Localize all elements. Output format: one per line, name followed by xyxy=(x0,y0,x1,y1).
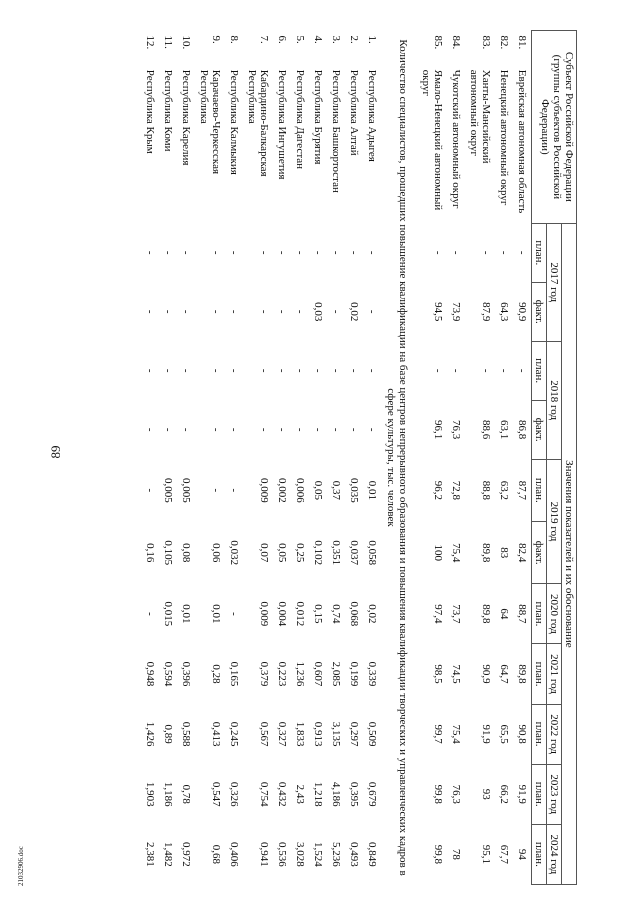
value-cell: - xyxy=(258,427,270,432)
value-cell: - xyxy=(144,488,156,493)
subject-name: Чукотский автономный округ xyxy=(450,69,462,209)
value-cell: 4,186 xyxy=(330,781,342,807)
value-cell: 0,395 xyxy=(348,781,360,807)
value-cell: - xyxy=(276,309,288,314)
subject-name: Ханты-Мансийский автономный округ xyxy=(468,69,492,164)
value-cell: 90,8 xyxy=(516,724,528,744)
plan-header: план. xyxy=(532,764,547,824)
value-cell: 0,05 xyxy=(276,543,288,563)
value-cell: - xyxy=(210,427,222,432)
value-cell: - xyxy=(348,427,360,432)
table-row xyxy=(141,31,159,885)
year-header-2024: 2024 год xyxy=(547,824,562,884)
value-cell: - xyxy=(276,368,288,373)
value-cell: 0,68 xyxy=(210,844,222,864)
subject-name: Республика Алтай xyxy=(348,69,360,156)
value-cell: - xyxy=(162,427,174,432)
value-cell: 0,607 xyxy=(312,661,324,687)
value-cell: - xyxy=(330,368,342,373)
fact-header: факт. xyxy=(532,522,547,584)
value-cell: 1,903 xyxy=(144,781,156,807)
value-cell: - xyxy=(366,309,378,314)
value-cell: - xyxy=(294,250,306,255)
year-header-2021: 2021 год xyxy=(547,644,562,704)
value-cell: 0,002 xyxy=(276,477,288,503)
value-cell: 0,005 xyxy=(180,477,192,503)
value-cell: - xyxy=(162,309,174,314)
value-cell: 0,432 xyxy=(276,781,288,807)
value-cell: - xyxy=(180,368,192,373)
value-cell: 0,105 xyxy=(162,540,174,566)
value-cell: 75,4 xyxy=(450,543,462,563)
value-cell: - xyxy=(258,250,270,255)
row-number: 7. xyxy=(258,35,270,44)
value-cell: 0,004 xyxy=(276,601,288,627)
value-cell: - xyxy=(480,368,492,373)
value-cell: 74,5 xyxy=(450,664,462,684)
plan-header: план. xyxy=(532,704,547,764)
value-cell: - xyxy=(312,250,324,255)
value-cell: 0,493 xyxy=(348,842,360,867)
table-row xyxy=(327,31,345,885)
value-cell: 2,43 xyxy=(294,784,306,804)
value-cell: 0,326 xyxy=(228,781,240,807)
table-row xyxy=(195,31,225,885)
value-cell: - xyxy=(144,612,156,616)
table-row xyxy=(513,31,532,885)
value-cell: 89,8 xyxy=(516,664,528,684)
table-row xyxy=(495,31,513,885)
value-cell: 0,941 xyxy=(258,842,270,867)
plan-header: план. xyxy=(532,223,547,282)
row-number: 8. xyxy=(228,35,240,44)
value-cell: 2,085 xyxy=(330,661,342,687)
value-cell: 64,7 xyxy=(498,664,510,684)
value-cell: 63,1 xyxy=(498,420,510,440)
value-cell: 91,9 xyxy=(516,784,528,804)
value-cell: 0,913 xyxy=(312,721,324,747)
value-cell: 0,754 xyxy=(258,781,270,807)
table-header xyxy=(532,31,577,885)
value-cell: - xyxy=(312,368,324,373)
value-cell: 0,74 xyxy=(330,604,342,624)
document-id: 21032906.doc xyxy=(17,846,25,886)
table-row xyxy=(177,31,195,885)
value-cell: 1,524 xyxy=(312,842,324,867)
value-cell: - xyxy=(144,250,156,255)
value-cell: - xyxy=(210,250,222,255)
value-cell: 0,351 xyxy=(330,540,342,566)
row-number: 82. xyxy=(498,35,510,50)
row-number: 4. xyxy=(312,35,324,44)
value-cell: 0,08 xyxy=(180,543,192,563)
value-cell: 91,9 xyxy=(480,724,492,744)
value-cell: 78 xyxy=(450,848,462,860)
row-number: 3. xyxy=(330,35,342,44)
plan-header: план. xyxy=(532,459,547,521)
value-cell: 0,06 xyxy=(210,543,222,563)
value-cell: 86,8 xyxy=(516,420,528,440)
row-number: 2. xyxy=(348,35,360,44)
year-header-2017: 2017 год xyxy=(547,223,562,341)
value-cell: - xyxy=(516,250,528,255)
value-cell: - xyxy=(210,368,222,373)
table-row xyxy=(417,31,447,885)
value-cell: 1,426 xyxy=(144,721,156,747)
plan-header: план. xyxy=(532,824,547,884)
value-cell: 1,218 xyxy=(312,781,324,807)
value-cell: - xyxy=(162,368,174,373)
value-cell: - xyxy=(450,250,462,255)
value-cell: 1,482 xyxy=(162,842,174,867)
table-row xyxy=(465,31,495,885)
table-row xyxy=(225,31,243,885)
value-cell: 96,2 xyxy=(432,480,444,500)
table-row xyxy=(291,31,309,885)
value-cell: 90,9 xyxy=(480,664,492,684)
value-cell: 88,7 xyxy=(516,604,528,624)
year-header-2019: 2019 год xyxy=(547,459,562,584)
value-cell: - xyxy=(228,427,240,432)
value-cell: 0,972 xyxy=(180,842,192,867)
subject-name: Еврейская автономная область xyxy=(516,69,528,214)
value-cell: 99,8 xyxy=(432,784,444,804)
value-cell: - xyxy=(366,368,378,373)
value-cell: - xyxy=(228,612,240,616)
value-cell: 0,058 xyxy=(366,540,378,566)
value-cell: 0,339 xyxy=(366,661,378,687)
value-cell: 0,015 xyxy=(162,601,174,627)
value-cell: - xyxy=(294,427,306,432)
subject-name: Республика Калмыкия xyxy=(228,69,240,175)
value-cell: 0,02 xyxy=(348,302,360,322)
value-cell: 0,406 xyxy=(228,842,240,867)
value-cell: - xyxy=(144,309,156,314)
value-cell: 94 xyxy=(516,848,528,860)
value-cell: 0,25 xyxy=(294,543,306,563)
table-row xyxy=(309,31,327,885)
rotated-page-content xyxy=(57,30,577,885)
row-number: 1. xyxy=(366,35,378,44)
value-cell: 82,4 xyxy=(516,543,528,563)
value-cell: - xyxy=(330,427,342,432)
value-cell: 0,89 xyxy=(162,724,174,744)
value-cell: 0,948 xyxy=(144,661,156,687)
value-cell: 0,536 xyxy=(276,842,288,867)
table-row xyxy=(159,31,177,885)
value-cell: 93 xyxy=(480,788,492,800)
value-cell: - xyxy=(432,250,444,255)
value-cell: 97,4 xyxy=(432,604,444,624)
value-cell: 87,7 xyxy=(516,480,528,500)
plan-header: план. xyxy=(532,341,547,400)
table-row xyxy=(447,31,465,885)
subject-name: Кабардино-Балкарская Республика xyxy=(246,69,270,177)
value-cell: 0,068 xyxy=(348,601,360,627)
subject-name: Республика Адыгея xyxy=(366,69,378,162)
value-cell: 1,236 xyxy=(294,661,306,687)
value-cell: 0,594 xyxy=(162,661,174,687)
value-cell: - xyxy=(162,250,174,255)
row-number: 83. xyxy=(480,35,492,50)
value-cell: 0,01 xyxy=(366,480,378,500)
subject-name: Карачаево-Черкесская Республика xyxy=(198,69,222,175)
value-cell: 0,03 xyxy=(312,302,324,322)
value-cell: 0,005 xyxy=(162,477,174,503)
value-cell: 76,3 xyxy=(450,784,462,804)
value-cell: - xyxy=(294,368,306,373)
value-cell: 96,1 xyxy=(432,420,444,440)
value-cell: 0,165 xyxy=(228,661,240,687)
value-cell: 0,07 xyxy=(258,543,270,563)
value-cell: 0,679 xyxy=(366,781,378,807)
value-cell: - xyxy=(516,368,528,373)
value-cell: 66,2 xyxy=(498,784,510,804)
value-cell: 0,035 xyxy=(348,477,360,503)
year-header-2023: 2023 год xyxy=(547,764,562,824)
value-cell: 0,37 xyxy=(330,480,342,500)
subject-name: Республика Ингушетия xyxy=(276,69,288,180)
value-cell: - xyxy=(228,250,240,255)
value-cell: 3,028 xyxy=(294,842,306,867)
value-cell: 0,02 xyxy=(366,604,378,624)
section-title: Количество специалистов, прошедших повышение квалификации на базе центров непрерывного образования и повышения квалификации творческих и управленческих кадров в сфере культуры, тыс. человек xyxy=(385,39,409,876)
value-cell: 0,012 xyxy=(294,601,306,627)
value-cell: 99,7 xyxy=(432,724,444,744)
value-cell: 88,6 xyxy=(480,420,492,440)
table-row xyxy=(243,31,273,885)
year-header-2022: 2022 год xyxy=(547,704,562,764)
subject-name: Республика Карелия xyxy=(180,69,192,166)
value-cell: 87,9 xyxy=(480,302,492,322)
table-row xyxy=(345,31,363,885)
value-cell: - xyxy=(348,250,360,255)
value-cell: 0,009 xyxy=(258,601,270,627)
plan-header: план. xyxy=(532,584,547,644)
table-row xyxy=(363,31,381,885)
value-cell: 1,833 xyxy=(294,721,306,747)
value-cell: 73,7 xyxy=(450,604,462,624)
row-number: 84. xyxy=(450,35,462,50)
value-cell: - xyxy=(228,309,240,314)
value-cell: 0,413 xyxy=(210,721,222,747)
value-cell: 99,8 xyxy=(432,844,444,864)
value-cell: 72,8 xyxy=(450,480,462,500)
row-number: 11. xyxy=(162,35,174,49)
value-cell: 64 xyxy=(498,608,510,620)
value-cell: 73,9 xyxy=(450,302,462,322)
value-cell: - xyxy=(258,309,270,314)
value-cell: - xyxy=(180,427,192,432)
value-cell: 0,588 xyxy=(180,721,192,747)
value-cell: - xyxy=(366,250,378,255)
plan-header: план. xyxy=(532,644,547,704)
fact-header: факт. xyxy=(532,282,547,341)
value-cell: 0,01 xyxy=(180,604,192,624)
value-cell: 0,199 xyxy=(348,661,360,687)
value-cell: - xyxy=(312,427,324,432)
row-number: 9. xyxy=(210,35,222,44)
value-cell: 0,327 xyxy=(276,721,288,747)
value-cell: 0,009 xyxy=(258,477,270,503)
value-cell: 0,379 xyxy=(258,661,270,687)
value-cell: 64,3 xyxy=(498,302,510,322)
value-cell: - xyxy=(228,368,240,373)
value-cell: - xyxy=(294,309,306,314)
subject-name: Республика Дагестан xyxy=(294,69,306,170)
value-cell: 0,102 xyxy=(312,540,324,566)
value-cell: - xyxy=(276,250,288,255)
value-cell: 0,849 xyxy=(366,842,378,867)
indicators-table xyxy=(141,30,577,885)
values-title: Значения показателей и их обоснование xyxy=(562,223,577,884)
value-cell: 0,037 xyxy=(348,540,360,566)
year-header-2018: 2018 год xyxy=(547,341,562,459)
subject-name: Республика Крым xyxy=(144,69,156,154)
value-cell: - xyxy=(210,309,222,314)
value-cell: 0,396 xyxy=(180,661,192,687)
value-cell: 0,15 xyxy=(312,604,324,624)
value-cell: 90,9 xyxy=(516,302,528,322)
value-cell: 100 xyxy=(432,544,444,561)
value-cell: 95,1 xyxy=(480,844,492,864)
subject-name: Ямало-Ненецкий автономный округ xyxy=(420,69,444,211)
value-cell: 83 xyxy=(498,547,510,559)
value-cell: 65,5 xyxy=(498,724,510,744)
value-cell: - xyxy=(180,250,192,255)
row-number: 12. xyxy=(144,35,156,50)
value-cell: 76,3 xyxy=(450,420,462,440)
value-cell: 3,135 xyxy=(330,721,342,747)
value-cell: 0,05 xyxy=(312,480,324,500)
value-cell: - xyxy=(450,368,462,373)
row-number: 6. xyxy=(276,35,288,44)
row-number: 81. xyxy=(516,35,528,50)
value-cell: - xyxy=(228,488,240,493)
value-cell: 67,7 xyxy=(498,844,510,864)
value-cell: 2,381 xyxy=(144,842,156,867)
subject-name: Ненецкий автономный округ xyxy=(498,69,510,206)
value-cell: - xyxy=(330,309,342,314)
row-number: 5. xyxy=(294,35,306,44)
subject-name: Республика Бурятия xyxy=(312,69,324,165)
section-header-body xyxy=(381,31,417,885)
value-cell: - xyxy=(210,488,222,493)
value-cell: 89,8 xyxy=(480,543,492,563)
value-cell: 0,223 xyxy=(276,661,288,687)
value-cell: 0,567 xyxy=(258,721,270,747)
value-cell: 0,006 xyxy=(294,477,306,503)
fact-header: факт. xyxy=(532,400,547,459)
value-cell: - xyxy=(144,427,156,432)
value-cell: - xyxy=(258,368,270,373)
subject-column-header: Субъект Российской Федерации (группы субъектов Российской Федерации) xyxy=(532,31,577,224)
value-cell: - xyxy=(348,368,360,373)
value-cell: 1,186 xyxy=(162,781,174,807)
value-cell: - xyxy=(276,427,288,432)
value-cell: 5,236 xyxy=(330,842,342,867)
year-header-2020: 2020 год xyxy=(547,584,562,644)
value-cell: 0,509 xyxy=(366,721,378,747)
table-body-top xyxy=(417,31,532,885)
subject-name: Республика Коми xyxy=(162,69,174,152)
value-cell: 0,16 xyxy=(144,543,156,563)
value-cell: 63,2 xyxy=(498,480,510,500)
value-cell: - xyxy=(498,368,510,373)
value-cell: - xyxy=(432,368,444,373)
value-cell: - xyxy=(180,309,192,314)
value-cell: 0,297 xyxy=(348,721,360,747)
row-number: 85. xyxy=(432,35,444,50)
subject-name: Республика Башкортостан xyxy=(330,69,342,193)
value-cell: - xyxy=(366,427,378,432)
value-cell: 94,5 xyxy=(432,302,444,322)
table-body-bottom xyxy=(141,31,381,885)
value-cell: 89,8 xyxy=(480,604,492,624)
value-cell: 0,78 xyxy=(180,784,192,804)
value-cell: 0,245 xyxy=(228,721,240,747)
value-cell: - xyxy=(144,368,156,373)
value-cell: 98,5 xyxy=(432,664,444,684)
value-cell: - xyxy=(330,250,342,255)
value-cell: 0,28 xyxy=(210,664,222,684)
table-row xyxy=(273,31,291,885)
row-number: 10. xyxy=(180,35,192,50)
value-cell: 0,01 xyxy=(210,604,222,624)
value-cell: - xyxy=(498,250,510,255)
value-cell: 75,4 xyxy=(450,724,462,744)
value-cell: - xyxy=(480,250,492,255)
value-cell: 88,8 xyxy=(480,480,492,500)
value-cell: 0,547 xyxy=(210,781,222,807)
page-number: 89 xyxy=(48,445,63,459)
value-cell: 0,032 xyxy=(228,540,240,566)
